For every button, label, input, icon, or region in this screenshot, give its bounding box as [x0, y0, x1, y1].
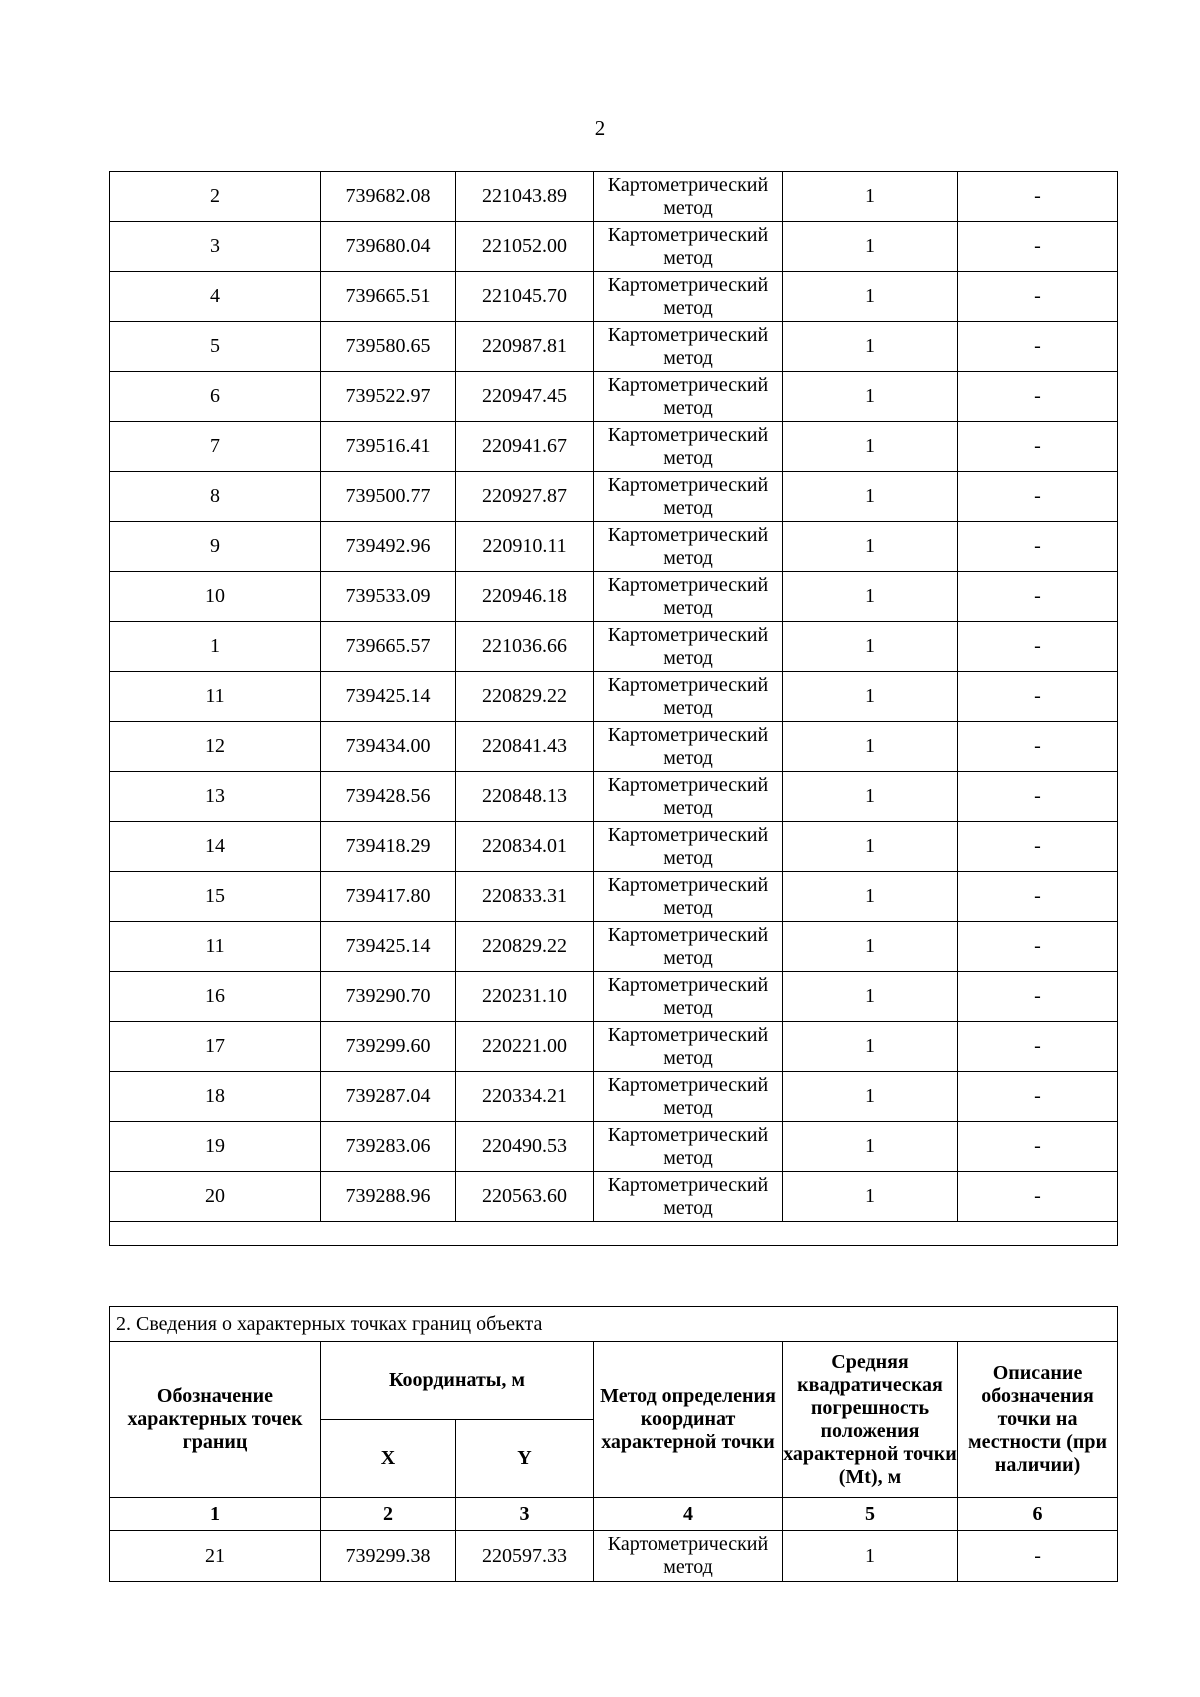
error-cell: 1 [783, 422, 958, 472]
point-id-cell: 20 [110, 1172, 321, 1222]
method-cell: Картометрический метод [594, 972, 783, 1022]
y-coordinate-cell: 220563.60 [456, 1172, 594, 1222]
method-cell: Картометрический метод [594, 872, 783, 922]
point-id-cell: 1 [110, 622, 321, 672]
y-coordinate-cell: 220841.43 [456, 722, 594, 772]
point-id-cell: 15 [110, 872, 321, 922]
description-cell: - [958, 222, 1118, 272]
point-id-cell: 11 [110, 922, 321, 972]
method-cell: Картометрический метод [594, 622, 783, 672]
method-cell: Картометрический метод [594, 372, 783, 422]
point-id-cell: 7 [110, 422, 321, 472]
error-cell: 1 [783, 1531, 958, 1582]
error-cell: 1 [783, 622, 958, 672]
table-row [110, 172, 1118, 222]
table-row [110, 522, 1118, 572]
table-row [110, 572, 1118, 622]
description-cell: - [958, 722, 1118, 772]
x-coordinate-cell: 739580.65 [321, 322, 456, 372]
x-coordinate-cell: 739418.29 [321, 822, 456, 872]
point-id-cell: 17 [110, 1022, 321, 1072]
page-number: 2 [594, 116, 606, 140]
y-coordinate-cell: 221052.00 [456, 222, 594, 272]
y-coordinate-cell: 220848.13 [456, 772, 594, 822]
point-id-cell: 2 [110, 172, 321, 222]
x-coordinate-cell: 739299.60 [321, 1022, 456, 1072]
table-row [110, 1531, 1118, 1582]
description-cell: - [958, 472, 1118, 522]
x-coordinate-cell: 739434.00 [321, 722, 456, 772]
method-cell: Картометрический метод [594, 272, 783, 322]
method-cell: Картометрический метод [594, 472, 783, 522]
y-coordinate-cell: 220947.45 [456, 372, 594, 422]
description-cell: - [958, 1172, 1118, 1222]
error-cell: 1 [783, 1072, 958, 1122]
point-id-cell: 11 [110, 672, 321, 722]
point-id-cell: 19 [110, 1122, 321, 1172]
y-coordinate-cell: 220910.11 [456, 522, 594, 572]
y-coordinate-cell: 220829.22 [456, 672, 594, 722]
x-coordinate-cell: 739288.96 [321, 1172, 456, 1222]
description-cell: - [958, 1122, 1118, 1172]
table-row [110, 272, 1118, 322]
table-row [110, 822, 1118, 872]
x-coordinate-cell: 739680.04 [321, 222, 456, 272]
y-coordinate-cell: 221043.89 [456, 172, 594, 222]
table-row [110, 672, 1118, 722]
table-row [110, 372, 1118, 422]
error-cell: 1 [783, 1172, 958, 1222]
y-coordinate-cell: 220829.22 [456, 922, 594, 972]
method-cell: Картометрический метод [594, 1122, 783, 1172]
description-cell: - [958, 172, 1118, 222]
table-row [110, 772, 1118, 822]
method-cell: Картометрический метод [594, 822, 783, 872]
x-coordinate-cell: 739417.80 [321, 872, 456, 922]
boundary-points-table-continued [109, 171, 1118, 1246]
table2-body [110, 1531, 1118, 1582]
section-title: 2. Сведения о характерных точках границ объекта [110, 1307, 1118, 1342]
description-cell: - [958, 372, 1118, 422]
column-number: 1 [110, 1498, 321, 1531]
error-cell: 1 [783, 822, 958, 872]
table-row [110, 422, 1118, 472]
point-id-cell: 14 [110, 822, 321, 872]
x-coordinate-cell: 739287.04 [321, 1072, 456, 1122]
point-id-cell: 10 [110, 572, 321, 622]
error-cell: 1 [783, 872, 958, 922]
x-coordinate-cell: 739299.38 [321, 1531, 456, 1582]
method-cell: Картометрический метод [594, 572, 783, 622]
x-coordinate-cell: 739425.14 [321, 672, 456, 722]
y-coordinate-cell: 220221.00 [456, 1022, 594, 1072]
description-cell: - [958, 1531, 1118, 1582]
header-point-designation: Обозначение характерных точек границ [110, 1342, 321, 1498]
x-coordinate-cell: 739290.70 [321, 972, 456, 1022]
error-cell: 1 [783, 922, 958, 972]
x-coordinate-cell: 739682.08 [321, 172, 456, 222]
header-error: Средняя квадратическая погрешность положения характерной точки (Mt), м [783, 1342, 958, 1498]
y-coordinate-cell: 221036.66 [456, 622, 594, 672]
error-cell: 1 [783, 172, 958, 222]
error-cell: 1 [783, 372, 958, 422]
error-cell: 1 [783, 972, 958, 1022]
table-row [110, 872, 1118, 922]
description-cell: - [958, 1022, 1118, 1072]
table-row [110, 722, 1118, 772]
method-cell: Картометрический метод [594, 222, 783, 272]
x-coordinate-cell: 739425.14 [321, 922, 456, 972]
description-cell: - [958, 972, 1118, 1022]
column-number: 5 [783, 1498, 958, 1531]
x-coordinate-cell: 739516.41 [321, 422, 456, 472]
y-coordinate-cell: 220597.33 [456, 1531, 594, 1582]
table-row [110, 222, 1118, 272]
error-cell: 1 [783, 772, 958, 822]
method-cell: Картометрический метод [594, 922, 783, 972]
error-cell: 1 [783, 222, 958, 272]
description-cell: - [958, 422, 1118, 472]
header-y: Y [456, 1420, 594, 1498]
method-cell: Картометрический метод [594, 522, 783, 572]
column-numbers-row [110, 1498, 1118, 1531]
description-cell: - [958, 922, 1118, 972]
method-cell: Картометрический метод [594, 1072, 783, 1122]
error-cell: 1 [783, 322, 958, 372]
y-coordinate-cell: 220334.21 [456, 1072, 594, 1122]
error-cell: 1 [783, 1122, 958, 1172]
description-cell: - [958, 1072, 1118, 1122]
description-cell: - [958, 872, 1118, 922]
error-cell: 1 [783, 722, 958, 772]
y-coordinate-cell: 220941.67 [456, 422, 594, 472]
error-cell: 1 [783, 472, 958, 522]
point-id-cell: 8 [110, 472, 321, 522]
table-row [110, 322, 1118, 372]
error-cell: 1 [783, 272, 958, 322]
y-coordinate-cell: 220927.87 [456, 472, 594, 522]
error-cell: 1 [783, 672, 958, 722]
y-coordinate-cell: 220490.53 [456, 1122, 594, 1172]
point-id-cell: 5 [110, 322, 321, 372]
method-cell: Картометрический метод [594, 1531, 783, 1582]
empty-row [110, 1222, 1118, 1246]
x-coordinate-cell: 739500.77 [321, 472, 456, 522]
point-id-cell: 16 [110, 972, 321, 1022]
method-cell: Картометрический метод [594, 1022, 783, 1072]
table-row [110, 972, 1118, 1022]
boundary-points-table [109, 1306, 1118, 1582]
table-row [110, 622, 1118, 672]
x-coordinate-cell: 739492.96 [321, 522, 456, 572]
x-coordinate-cell: 739428.56 [321, 772, 456, 822]
description-cell: - [958, 622, 1118, 672]
method-cell: Картометрический метод [594, 422, 783, 472]
header-description: Описание обозначения точки на местности (при наличии) [958, 1342, 1118, 1498]
point-id-cell: 18 [110, 1072, 321, 1122]
table-row [110, 1122, 1118, 1172]
point-id-cell: 3 [110, 222, 321, 272]
x-coordinate-cell: 739283.06 [321, 1122, 456, 1172]
y-coordinate-cell: 220231.10 [456, 972, 594, 1022]
point-id-cell: 4 [110, 272, 321, 322]
description-cell: - [958, 522, 1118, 572]
column-number: 6 [958, 1498, 1118, 1531]
method-cell: Картометрический метод [594, 322, 783, 372]
point-id-cell: 12 [110, 722, 321, 772]
column-number: 4 [594, 1498, 783, 1531]
method-cell: Картометрический метод [594, 672, 783, 722]
y-coordinate-cell: 220987.81 [456, 322, 594, 372]
x-coordinate-cell: 739665.51 [321, 272, 456, 322]
point-id-cell: 6 [110, 372, 321, 422]
description-cell: - [958, 572, 1118, 622]
method-cell: Картометрический метод [594, 722, 783, 772]
table-row [110, 1172, 1118, 1222]
y-coordinate-cell: 221045.70 [456, 272, 594, 322]
table-row [110, 922, 1118, 972]
y-coordinate-cell: 220834.01 [456, 822, 594, 872]
table-row [110, 1022, 1118, 1072]
point-id-cell: 9 [110, 522, 321, 572]
column-number: 2 [321, 1498, 456, 1531]
error-cell: 1 [783, 522, 958, 572]
empty-cell [110, 1222, 1118, 1246]
point-id-cell: 13 [110, 772, 321, 822]
y-coordinate-cell: 220946.18 [456, 572, 594, 622]
x-coordinate-cell: 739533.09 [321, 572, 456, 622]
description-cell: - [958, 672, 1118, 722]
header-x: X [321, 1420, 456, 1498]
method-cell: Картометрический метод [594, 1172, 783, 1222]
method-cell: Картометрический метод [594, 772, 783, 822]
x-coordinate-cell: 739665.57 [321, 622, 456, 672]
error-cell: 1 [783, 1022, 958, 1072]
description-cell: - [958, 322, 1118, 372]
error-cell: 1 [783, 572, 958, 622]
table-row [110, 472, 1118, 522]
header-coordinates: Координаты, м [321, 1342, 594, 1420]
description-cell: - [958, 272, 1118, 322]
method-cell: Картометрический метод [594, 172, 783, 222]
table1-body [110, 172, 1118, 1246]
header-method: Метод определения координат характерной точки [594, 1342, 783, 1498]
column-number: 3 [456, 1498, 594, 1531]
point-id-cell: 21 [110, 1531, 321, 1582]
y-coordinate-cell: 220833.31 [456, 872, 594, 922]
x-coordinate-cell: 739522.97 [321, 372, 456, 422]
description-cell: - [958, 772, 1118, 822]
table-row [110, 1072, 1118, 1122]
description-cell: - [958, 822, 1118, 872]
